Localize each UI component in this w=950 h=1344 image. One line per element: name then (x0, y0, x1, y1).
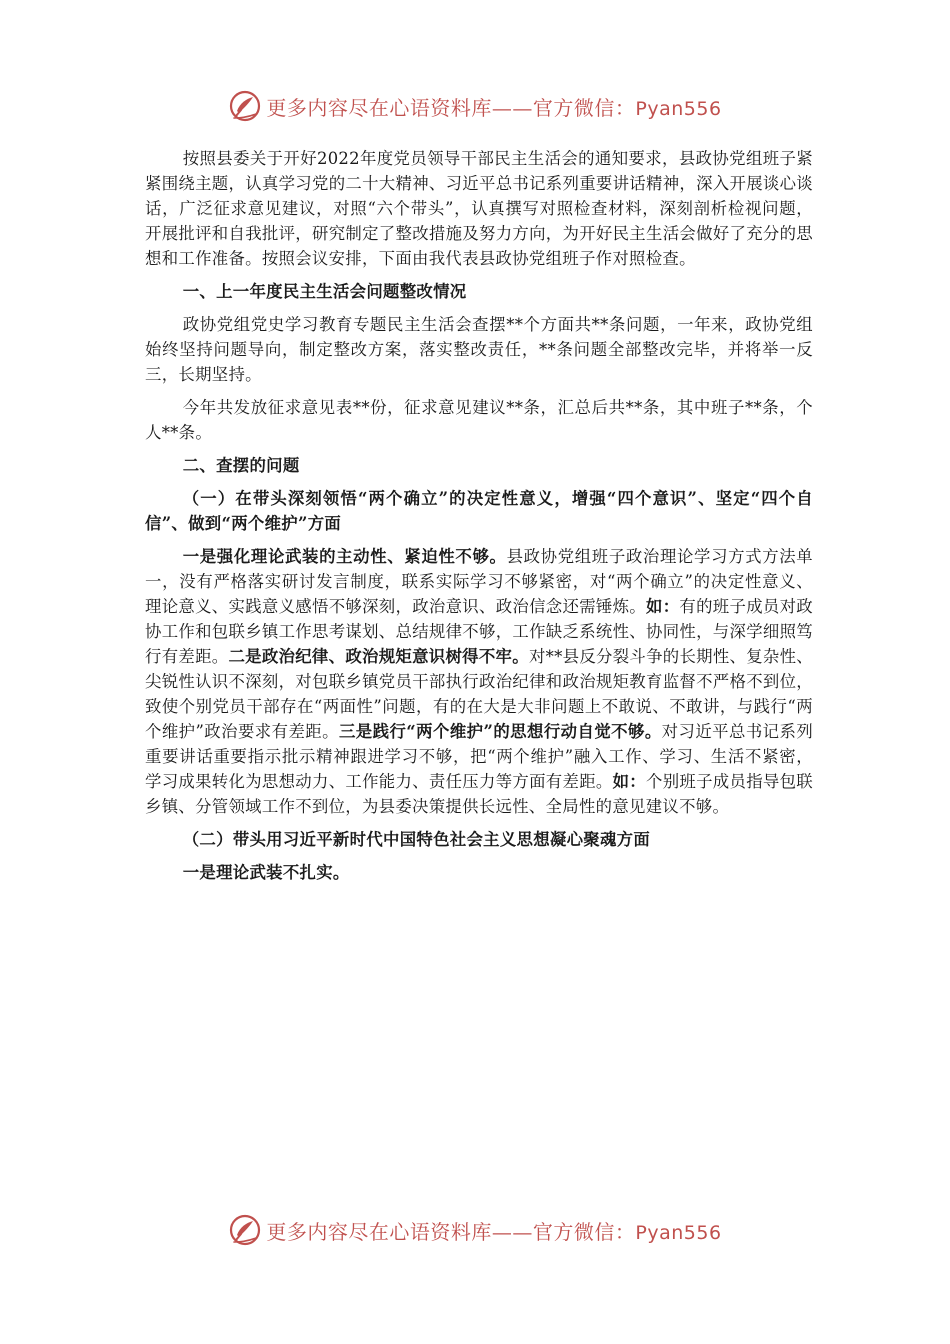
banner-text (266, 92, 721, 121)
example-2-lead: 如： (612, 772, 646, 791)
point-2-text: 对**县反分裂斗争的长期性、复杂性、尖锐性认识不深刻，对包联乡镇党员干部执行政治纪律和政治规矩教育监督不严格不到位，致使个别党员干部存在“两面性”问题，有的在大是大非问题上不敢说、不敢讲，与践行“两个维护”政治要求有差距。 (145, 647, 814, 741)
footer-watermark-banner (0, 1210, 950, 1250)
header-watermark-banner (0, 86, 950, 126)
paragraph-problems-1 (145, 544, 813, 819)
banner-main-text: 更多内容尽在心语资料库——官方微信： (266, 95, 636, 120)
point-1-text: 县政协党组班子政治理论学习方式方法单一，没有严格落实研讨发言制度，联系实际学习不够紧密，对“两个确立”的决定性意义、理论意义、实践意义感悟不够深刻，政治意识、政治信念还需锤炼。 (145, 547, 813, 616)
section-heading-1: 一、上一年度民主生活会问题整改情况 (182, 282, 467, 301)
paragraph-rectification: 政协党组党史学习教育专题民主生活会查摆**个方面共**条问题，一年来，政协党组始终坚持问题导向，制定整改方案，落实整改责任，**条问题全部整改完毕，并将举一反三，长期坚持。 (145, 315, 813, 384)
banner-wechat-id: Pyan556 (635, 97, 722, 120)
point-1-lead: 一是强化理论武装的主动性、紧迫性不够。 (182, 547, 507, 566)
pen-logo-icon (228, 1213, 262, 1247)
point-4-lead: 一是理论武装不扎实。 (182, 863, 350, 882)
point-3-lead: 三是践行“两个维护”的思想行动自觉不够。 (338, 722, 662, 741)
example-1-lead: 如： (646, 597, 680, 616)
section-heading-2: 二、查摆的问题 (182, 456, 300, 475)
banner-main-text: 更多内容尽在心语资料库——官方微信： (266, 1219, 636, 1244)
subsection-heading-2: （二）带头用习近平新时代中国特色社会主义思想凝心聚魂方面 (182, 830, 651, 849)
paragraph-problems-2 (145, 860, 813, 885)
point-3-text: 对习近平总书记系列重要讲话重要指示批示精神跟进学习不够，把“两个维护”融入工作、学习、生活不紧密，学习成果转化为思想动力、工作能力、责任压力等方面有差距。 (145, 722, 814, 791)
banner-text (266, 1216, 721, 1245)
example-1-text: 有的班子成员对政协工作和包联乡镇工作思考谋划、总结规律不够，工作缺乏系统性、协同性，与深学细照笃行有差距。 (145, 597, 813, 666)
point-2-lead: 二是政治纪律、政治规矩意识树得不牢。 (228, 647, 529, 666)
banner-wechat-id: Pyan556 (635, 1221, 722, 1244)
paragraph-feedback: 今年共发放征求意见表**份，征求意见建议**条，汇总后共**条，其中班子**条，个人**条。 (145, 398, 813, 442)
document-body (145, 146, 813, 893)
pen-logo-icon (228, 89, 262, 123)
subsection-heading-1: （一）在带头深刻领悟“两个确立”的决定性意义，增强“四个意识”、坚定“四个自信”、做到“两个维护”方面 (145, 489, 813, 533)
example-2-text: 个别班子成员指导包联乡镇、分管领域工作不到位，为县委决策提供长远性、全局性的意见建议不够。 (145, 772, 813, 816)
intro-paragraph: 按照县委关于开好2022年度党员领导干部民主生活会的通知要求，县政协党组班子紧紧围绕主题，认真学习党的二十大精神、习近平总书记系列重要讲话精神，深入开展谈心谈话，广泛征求意见建议，对照“六个带头”，认真撰写对照检查材料，深刻剖析检视问题，开展批评和自我批评，研究制定了整改措施及努力方向，为开好民主生活会做好了充分的思想和工作准备。按照会议安排，下面由我代表县政协党组班子作对照检查。 (145, 149, 813, 268)
